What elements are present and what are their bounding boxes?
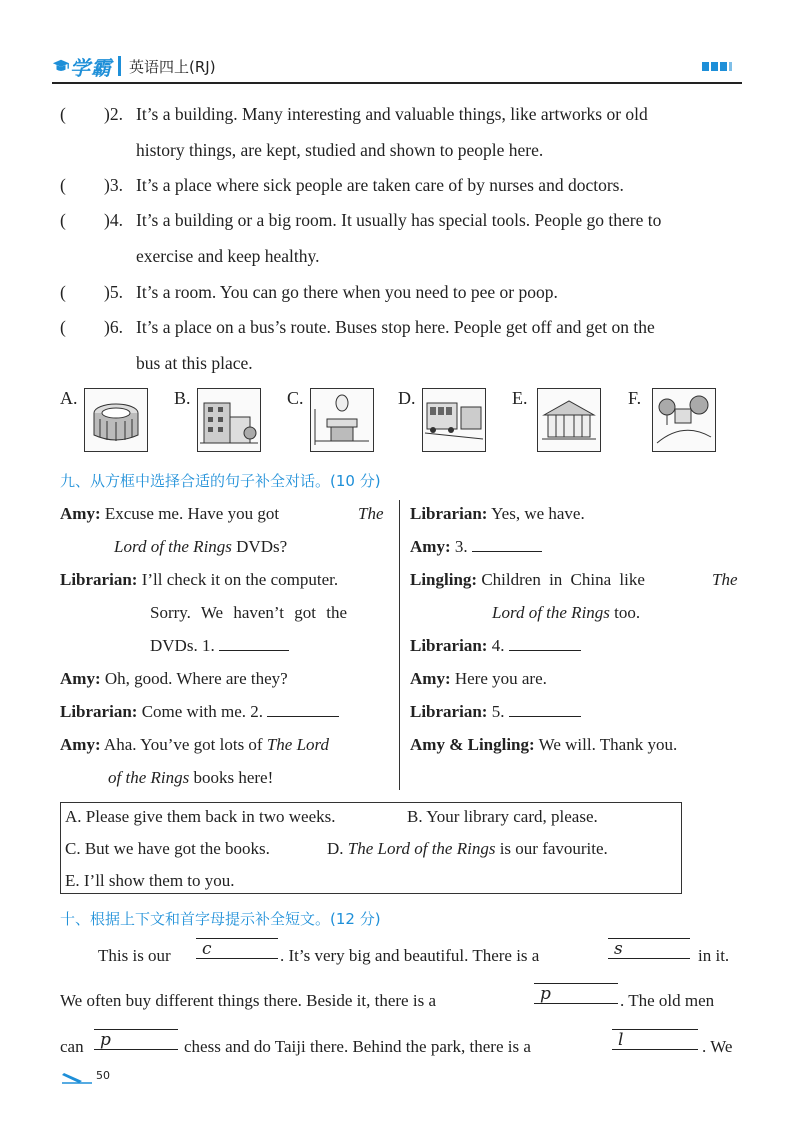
dialogue-line <box>60 570 338 590</box>
answer-paren: ( <box>60 317 66 337</box>
section-10-title: 十、根据上下文和首字母提示补全短文。(12 分) <box>60 910 381 928</box>
option-c: C. But we have got the books. <box>65 839 270 858</box>
dialogue-line <box>410 636 581 656</box>
speaker-librarian: Librarian: <box>60 570 138 589</box>
dialogue-text: Sorry. We haven’t got the <box>150 603 348 622</box>
picture-a-label: A. <box>60 388 78 408</box>
dialogue-text: I’ll check it on the computer. <box>141 570 339 589</box>
picture-d-label: D. <box>398 388 416 408</box>
dialogue-line <box>410 735 677 755</box>
passage-text: This is our <box>98 946 171 965</box>
speaker-amy: Amy: <box>60 735 101 754</box>
dialogue-text: too. <box>614 603 641 622</box>
hint-blank-2[interactable]: s <box>608 938 690 960</box>
hint-blank-5[interactable]: l <box>612 1029 698 1051</box>
passage-text: chess and do Taiji there. Behind the park, there is a <box>184 1037 531 1056</box>
dialogue-text: Come with me. 2. <box>141 702 264 721</box>
speaker-amy: Amy: <box>410 669 451 688</box>
picture-b-label: B. <box>174 388 191 408</box>
pencil-icon <box>62 1070 92 1084</box>
question-4-number: )4. <box>104 210 123 230</box>
hint-blank-4[interactable]: p <box>94 1029 178 1051</box>
dialogue-text: DVDs? <box>236 537 288 556</box>
option-e: E. I’ll show them to you. <box>65 871 235 890</box>
answer-blank-3[interactable] <box>472 537 542 552</box>
bus-stop-icon <box>422 388 486 452</box>
speaker-librarian: Librarian: <box>410 636 488 655</box>
museum-icon <box>537 388 601 452</box>
answer-paren: ( <box>60 282 66 302</box>
question-2-text-cont: history things, are kept, studied and shown to people here. <box>136 140 544 160</box>
dialogue-italic: Lord of the Rings <box>114 537 232 556</box>
page-header <box>52 50 742 82</box>
park-icon <box>652 388 716 452</box>
question-4-text-cont: exercise and keep healthy. <box>136 246 320 266</box>
answer-paren: ( <box>60 175 66 195</box>
dialogue-line <box>60 702 339 722</box>
dialogue-text: Excuse me. Have you got <box>104 504 280 523</box>
speaker-amy: Amy: <box>410 537 451 556</box>
question-6-text-cont: bus at this place. <box>136 353 253 373</box>
question-2-number: )2. <box>104 104 123 124</box>
question-6-number: )6. <box>104 317 123 337</box>
graduation-cap-icon <box>52 57 70 75</box>
picture-c-label: C. <box>287 388 304 408</box>
restroom-icon <box>310 388 374 452</box>
question-5-number: )5. <box>104 282 123 302</box>
dialogue-text: books here! <box>193 768 274 787</box>
dialogue-text: Children in China like <box>481 570 645 589</box>
header-rule <box>52 82 742 84</box>
passage-text: can <box>60 1037 84 1056</box>
dialogue-italic: The <box>712 570 738 589</box>
option-a: A. Please give them back in two weeks. <box>65 807 336 826</box>
dialogue-text: Here you are. <box>454 669 547 688</box>
passage-text: We often buy different things there. Beside it, there is a <box>60 991 436 1010</box>
dialogue-line <box>60 735 329 755</box>
dialogue-text: We will. Thank you. <box>538 735 678 754</box>
building-icon <box>197 388 261 452</box>
dialogue-line <box>410 537 542 557</box>
logo-text: 学霸 <box>70 55 112 80</box>
question-3-number: )3. <box>104 175 123 195</box>
logo-divider <box>118 56 121 76</box>
passage-text: . The old men <box>620 991 715 1010</box>
speaker-librarian: Librarian: <box>60 702 138 721</box>
speaker-librarian: Librarian: <box>410 504 488 523</box>
passage-text: in it. <box>698 946 730 965</box>
header-decoration <box>702 62 732 71</box>
dialogue-text: 3. <box>454 537 468 556</box>
dialogue-text: Oh, good. Where are they? <box>104 669 288 688</box>
dialogue-line <box>150 636 289 656</box>
question-5-text: It’s a room. You can go there when you need to pee or poop. <box>136 282 558 302</box>
dialogue-italic: The Lord <box>266 735 330 754</box>
page-number: 50 <box>96 1069 110 1082</box>
dialogue-italic: Lord of the Rings <box>492 603 610 622</box>
option-d: D. The Lord of the Rings is our favourite. <box>327 839 608 858</box>
stadium-icon <box>84 388 148 452</box>
passage-text: . We <box>702 1037 733 1056</box>
dialogue-line <box>60 669 288 689</box>
dialogue-text: Aha. You’ve got lots of <box>103 735 263 754</box>
dialogue-line <box>108 768 273 788</box>
dialogue-line <box>150 603 347 623</box>
speaker-amy-lingling: Amy & Lingling: <box>410 735 535 754</box>
passage-text: . It’s very big and beautiful. There is a <box>280 946 540 965</box>
logo <box>52 52 216 80</box>
question-4-text: It’s a building or a big room. It usually has special tools. People go there to <box>136 210 662 230</box>
dialogue-line <box>60 504 384 524</box>
book-subtitle: 英语四上(RJ) <box>129 57 216 76</box>
hint-blank-1[interactable]: c <box>196 938 278 960</box>
speaker-amy: Amy: <box>60 504 101 523</box>
hint-blank-3[interactable]: p <box>534 983 618 1005</box>
column-divider <box>399 500 400 790</box>
speaker-lingling: Lingling: <box>410 570 478 589</box>
dialogue-italic: of the Rings <box>108 768 190 787</box>
dialogue-text: 4. <box>491 636 505 655</box>
section-9-title: 九、从方框中选择合适的句子补全对话。(10 分) <box>60 472 381 490</box>
option-b: B. Your library card, please. <box>407 807 598 826</box>
answer-blank-2[interactable] <box>267 702 339 717</box>
dialogue-italic: The <box>358 504 384 523</box>
dialogue-text: DVDs. 1. <box>150 636 215 655</box>
speaker-librarian: Librarian: <box>410 702 488 721</box>
picture-e-label: E. <box>512 388 528 408</box>
picture-f-label: F. <box>628 388 642 408</box>
dialogue-line <box>410 570 738 590</box>
dialogue-text: 5. <box>491 702 505 721</box>
answer-paren: ( <box>60 104 66 124</box>
answer-paren: ( <box>60 210 66 230</box>
dialogue-text: Yes, we have. <box>491 504 585 523</box>
speaker-amy: Amy: <box>60 669 101 688</box>
question-2-text: It’s a building. Many interesting and valuable things, like artworks or old <box>136 104 648 124</box>
question-3-text: It’s a place where sick people are taken care of by nurses and doctors. <box>136 175 624 195</box>
options-box <box>60 802 682 894</box>
dialogue-line <box>492 603 640 623</box>
dialogue-line <box>410 702 581 722</box>
dialogue-line <box>410 669 547 689</box>
answer-blank-4[interactable] <box>509 636 581 651</box>
dialogue-line <box>410 504 585 524</box>
answer-blank-5[interactable] <box>509 702 581 717</box>
dialogue-line <box>114 537 287 557</box>
answer-blank-1[interactable] <box>219 636 289 651</box>
question-6-text: It’s a place on a bus’s route. Buses stop here. People get off and get on the <box>136 317 655 337</box>
